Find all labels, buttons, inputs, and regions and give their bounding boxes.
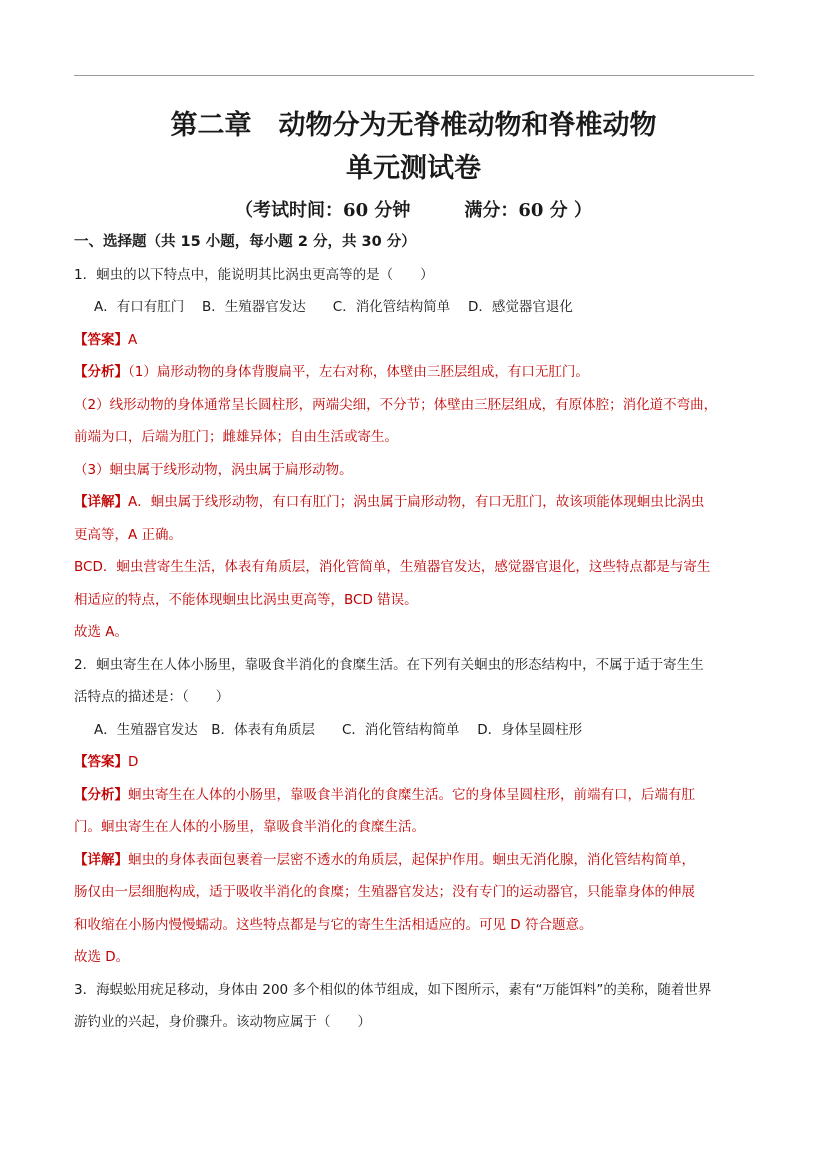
- analysis-line: （3）蛔虫属于线形动物，涡虫属于扁形动物。: [74, 461, 353, 478]
- question-options: A．生殖器官发达 B．体表有角质层 C．消化管结构简单 D．身体呈圆柱形: [94, 721, 583, 738]
- question-stem: 2．蛔虫寄生在人体小肠里，靠吸食半消化的食糜生活。在下列有关蛔虫的形态结构中，不属于适于寄生生: [74, 656, 704, 673]
- answer-value: A: [128, 331, 138, 348]
- exam-info: （考试时间：60 分钟 满分：60 分 ）: [235, 200, 592, 221]
- question-1: [74, 259, 756, 649]
- document-body: [74, 226, 756, 1039]
- page-subtitle: 单元测试卷: [346, 153, 481, 184]
- answer-value: D: [128, 754, 139, 770]
- analysis-line: 前端为口，后端为肛门；雌雄异体；自由生活或寄生。: [74, 429, 398, 445]
- detail-line: [74, 486, 756, 519]
- detail-tag: 【详解】: [74, 494, 128, 510]
- section-title: 一、选择题（共 15 小题，每小题 2 分，共 30 分）: [74, 234, 416, 250]
- detail-line: BCD．蛔虫营寄生生活，体表有角质层，消化管简单，生殖器官发达，感觉器官退化，这些特点都是与寄生: [74, 559, 711, 575]
- question-3: [74, 974, 756, 1039]
- answer-line: [74, 324, 756, 357]
- analysis-tag: 【分析】: [74, 786, 128, 803]
- detail-text: A．蛔虫属于线形动物，有口有肛门；涡虫属于扁形动物，有口无肛门，故该项能体现蛔虫比涡虫: [128, 494, 705, 510]
- question-stem: 活特点的描述是：（ ）: [74, 689, 230, 705]
- answer-line: [74, 746, 756, 779]
- detail-line: 相适应的特点，不能体现蛔虫比涡虫更高等，BCD 错误。: [74, 591, 418, 608]
- header-rule: [74, 75, 754, 76]
- page-title: 第二章 动物分为无脊椎动物和脊椎动物: [170, 110, 657, 141]
- question-stem: 游钓业的兴起，身价骤升。该动物应属于（ ）: [74, 1014, 371, 1030]
- answer-tag: 【答案】: [74, 754, 128, 770]
- analysis-text: （1）扁形动物的身体背腹扁平，左右对称，体壁由三胚层组成，有口无肛门。: [128, 364, 589, 380]
- answer-tag: 【答案】: [74, 331, 128, 348]
- detail-tag: 【详解】: [74, 851, 128, 868]
- conclusion-line: 故选 A。: [74, 624, 129, 640]
- question-stem: 1．蛔虫的以下特点中，能说明其比涡虫更高等的是（ ）: [74, 266, 434, 283]
- question-stem: 3．海蜈蚣用疣足移动，身体由 200 多个相似的体节组成，如下图所示，素有“万能饵料”的美称，随着世界: [74, 981, 712, 998]
- analysis-line: [74, 779, 756, 812]
- detail-line: 更高等，A 正确。: [74, 526, 183, 543]
- analysis-tag: 【分析】: [74, 364, 128, 380]
- analysis-text: 蛔虫寄生在人体的小肠里，靠吸食半消化的食糜生活。它的身体呈圆柱形，前端有口，后端有肛: [128, 786, 695, 803]
- analysis-line: 门。蛔虫寄生在人体的小肠里，靠吸食半消化的食糜生活。: [74, 819, 425, 835]
- detail-line: [74, 844, 756, 877]
- detail-text: 蛔虫的身体表面包裹着一层密不透水的角质层，起保护作用。蛔虫无消化腺，消化管结构简单，: [128, 851, 695, 868]
- question-options: A．有口有肛门 B．生殖器官发达 C．消化管结构简单 D．感觉器官退化: [94, 299, 573, 315]
- detail-line: 肠仅由一层细胞构成，适于吸收半消化的食糜；生殖器官发达；没有专门的运动器官，只能靠身体的伸展: [74, 884, 695, 900]
- detail-line: 和收缩在小肠内慢慢蠕动。这些特点都是与它的寄生生活相适应的。可见 D 符合题意。: [74, 916, 593, 933]
- conclusion-line: 故选 D。: [74, 949, 130, 965]
- question-2: [74, 649, 756, 974]
- analysis-line: （2）线形动物的身体通常呈长圆柱形，两端尖细，不分节；体壁由三胚层组成，有原体腔；消化道不弯曲，: [74, 396, 718, 413]
- analysis-line: [74, 356, 756, 389]
